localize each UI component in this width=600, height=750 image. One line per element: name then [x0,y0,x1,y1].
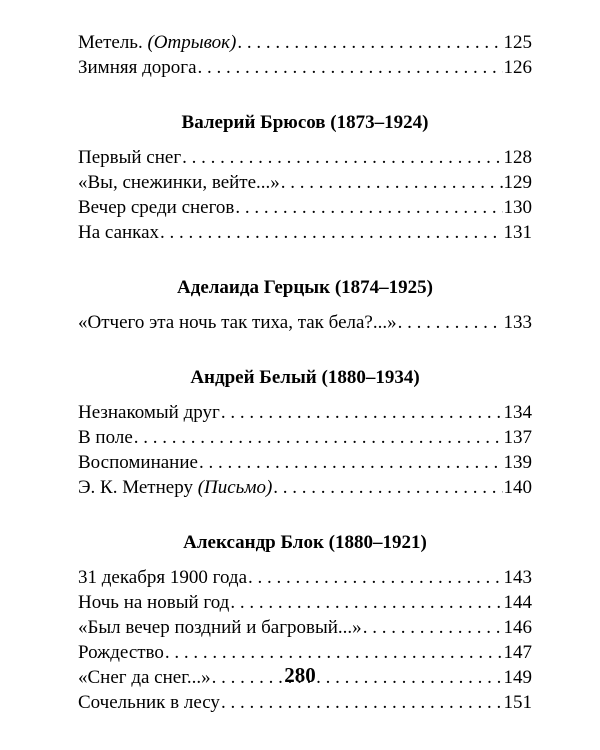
entry-page: 131 [503,222,532,243]
toc-section [78,30,532,80]
entry-title: Незнакомый друг [78,402,220,423]
dot-leader [198,55,503,80]
entry-title: «Снег да снег...» [78,667,211,688]
entry-page: 129 [503,172,532,193]
dot-leader [160,220,502,245]
author-heading: Валерий Брюсов (1873–1924) [181,112,429,133]
dot-leader [235,195,502,220]
toc-entry [78,400,532,425]
dot-leader [221,690,503,715]
dot-leader [221,400,503,425]
entry-title: «Был вечер поздний и багровый...» [78,617,362,638]
entry-title: Вечер среди снегов [78,197,235,218]
dot-leader [182,145,502,170]
entry-page: 133 [503,312,532,333]
toc-entry [78,475,532,500]
entry-page: 146 [503,617,532,638]
entry-title: «Отчего эта ночь так тиха, так бела?...» [78,312,397,333]
toc-entry [78,30,532,55]
entry-title: 31 декабря 1900 года [78,567,248,588]
dot-leader [363,615,503,640]
entry-title: В поле [78,427,133,448]
entry-title: Воспоминание [78,452,198,473]
dot-leader [230,590,502,615]
entry-title: «Вы, снежинки, вейте...» [78,172,280,193]
dot-leader [281,170,503,195]
author-heading: Аделаида Герцык (1874–1925) [176,277,433,298]
entry-title: Метель. (Отрывок) [78,32,237,53]
toc-entry [78,310,532,335]
toc-section [78,365,532,500]
dot-leader [398,310,503,335]
entry-page: 126 [503,57,532,78]
entry-page: 144 [503,592,532,613]
dot-leader [199,450,503,475]
dot-leader [237,30,502,55]
entry-title: Ночь на новый год [78,592,230,613]
entry-page: 149 [503,667,532,688]
toc-section [78,275,532,335]
entry-page: 143 [503,567,532,588]
entry-page: 130 [503,197,532,218]
entry-page: 140 [503,477,532,498]
entry-title: Рождество [78,642,164,663]
entry-page: 139 [503,452,532,473]
toc-entry [78,590,532,615]
entry-title: Э. К. Метнеру (Письмо) [78,477,273,498]
entry-title: На санках [78,222,160,243]
entry-title: Зимняя дорога [78,57,197,78]
toc-entry [78,640,532,665]
dot-leader [165,640,503,665]
entry-page: 137 [503,427,532,448]
dot-leader [134,425,503,450]
toc-section [78,110,532,245]
toc-entry [78,450,532,475]
entry-title: Первый снег [78,147,182,168]
author-heading: Александр Блок (1880–1921) [183,532,427,553]
entry-page: 125 [503,32,532,53]
entry-page: 128 [503,147,532,168]
page-number: 280 [284,663,316,687]
toc-entry [78,170,532,195]
toc-entry [78,615,532,640]
dot-leader [248,565,502,590]
entry-page: 134 [503,402,532,423]
toc-entry [78,55,532,80]
toc-entry [78,425,532,450]
toc-entry [78,565,532,590]
toc-entry [78,145,532,170]
entry-page: 151 [503,692,532,713]
toc-entry [78,195,532,220]
entry-page: 147 [503,642,532,663]
entry-title: Сочельник в лесу [78,692,220,713]
toc-entry [78,690,532,715]
table-of-contents [78,30,532,715]
dot-leader [273,475,502,500]
toc-entry [78,220,532,245]
author-heading: Андрей Белый (1880–1934) [190,367,420,388]
